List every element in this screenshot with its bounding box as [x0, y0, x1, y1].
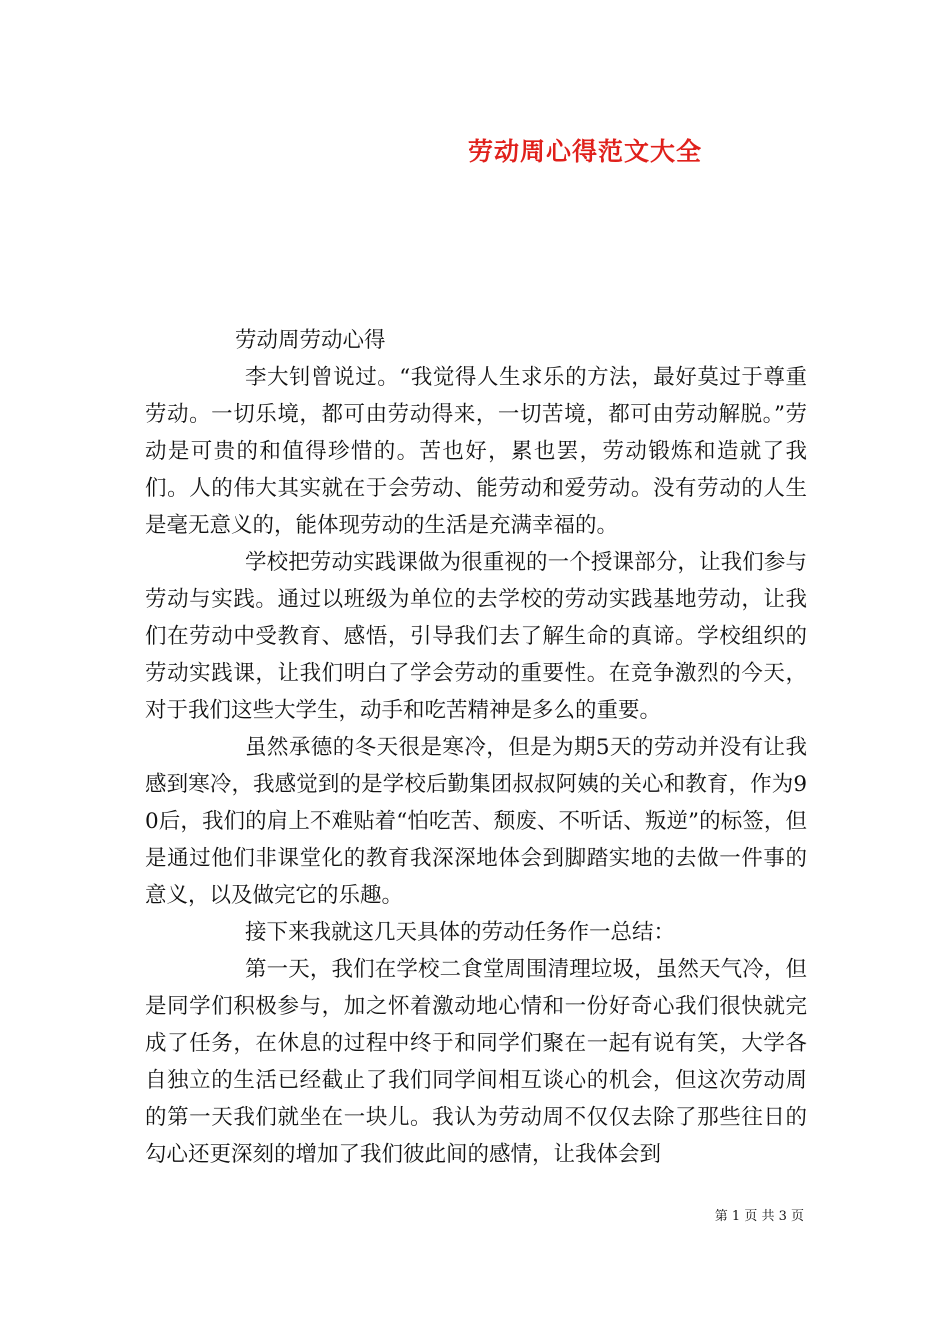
page-number: 第 1 页 共 3 页: [714, 1209, 804, 1224]
paragraph-5: 第一天，我们在学校二食堂周围清理垃圾，虽然天气冷，但是同学们积极参与，加之怀着激动地心情和一份好奇心我们很快就完成了任务，在休息的过程中终于和同学们聚在一起有说有笑，大学各自独立的生活已经截止了我们同学间相互谈心的机会，但这次劳动周的第一天我们就坐在一块儿。我认为劳动周不仅仅去除了那些往日的勾心还更深刻的增加了我们彼此间的感情，让我体会到: [145, 957, 807, 1167]
paragraph-1: 李大钊曾说过。“我觉得人生求乐的方法，最好莫过于尊重劳动。一切乐境，都可由劳动得来，一切苦境，都可由劳动解脱。”劳动是可贵的和值得珍惜的。苦也好，累也罢，劳动锻炼和造就了我们。人的伟大其实就在于会劳动、能劳动和爱劳动。没有劳动的人生是毫无意义的，能体现劳动的生活是充满幸福的。: [145, 365, 807, 538]
paragraph-4: 接下来我就这几天具体的劳动任务作一总结：: [245, 920, 676, 945]
document-title: 劳动周心得范文大全: [467, 137, 702, 166]
section-heading: 劳动周劳动心得: [235, 328, 386, 353]
paragraph-2: 学校把劳动实践课做为很重视的一个授课部分，让我们参与劳动与实践。通过以班级为单位的去学校的劳动实践基地劳动，让我们在劳动中受教育、感悟，引导我们去了解生命的真谛。学校组织的劳动实践课，让我们明白了学会劳动的重要性。在竞争激烈的今天，对于我们这些大学生，动手和吃苦精神是多么的重要。: [145, 550, 807, 723]
paragraph-3: 虽然承德的冬天很是寒冷，但是为期5天的劳动并没有让我感到寒冷，我感觉到的是学校后勤集团叔叔阿姨的关心和教育，作为90后，我们的肩上不难贴着“怕吃苦、颓废、不听话、叛逆”的标签，但是通过他们非课堂化的教育我深深地体会到脚踏实地的去做一件事的意义，以及做完它的乐趣。: [145, 735, 807, 908]
document-body: [145, 322, 807, 1173]
